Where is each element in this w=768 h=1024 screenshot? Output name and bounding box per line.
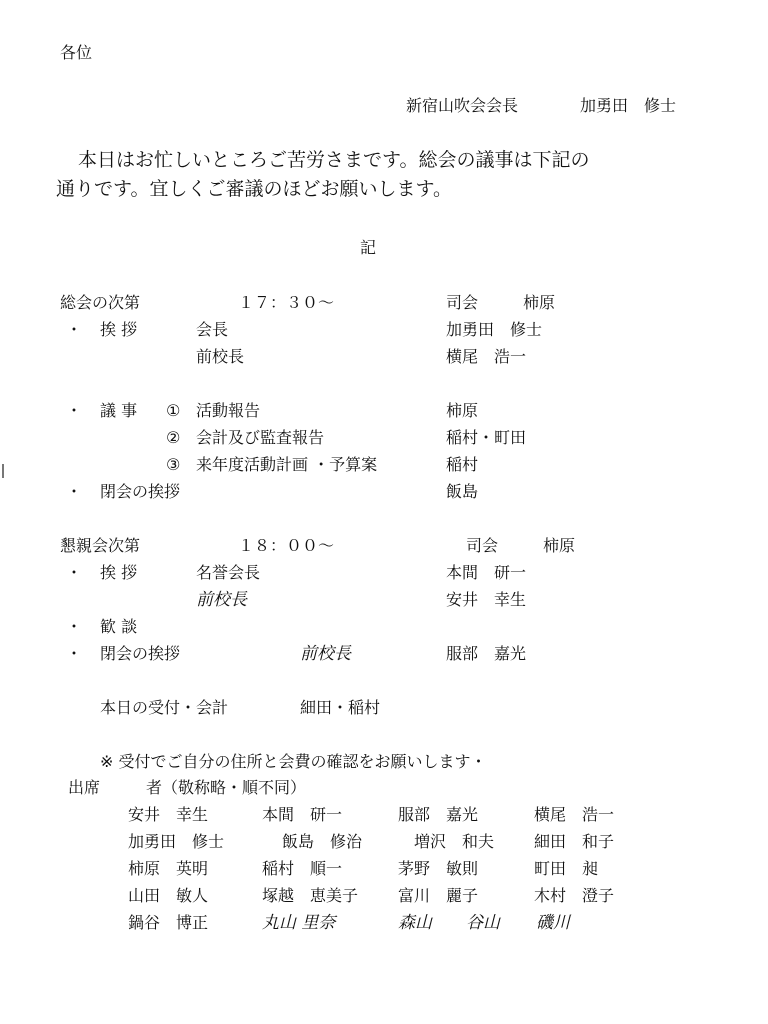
agenda-owner: 稲村・町田 — [446, 428, 527, 447]
bullet: ・ — [66, 482, 83, 501]
general-mc-name: 柿原 — [523, 293, 556, 312]
social-mc-name: 柿原 — [543, 536, 576, 555]
attendees-label-rest: 者（敬称略・順不同） — [146, 778, 307, 797]
greeting-role-handwritten: 前校長 — [196, 590, 247, 610]
greeting-role: 会長 — [196, 320, 229, 339]
closing-role-handwritten: 前校長 — [300, 644, 351, 664]
scan-mark — [2, 464, 4, 478]
attendee-name: 木村 澄子 — [534, 886, 615, 905]
ki-heading: 記 — [360, 238, 377, 257]
sender-name: 加勇田 修士 — [580, 96, 677, 115]
agenda-label: 議 事 — [100, 401, 138, 420]
attendee-name: 服部 嘉光 — [398, 805, 479, 824]
greeting-name: 安井 幸生 — [446, 590, 527, 609]
social-meeting-title: 懇親会次第 — [60, 536, 141, 555]
attendee-name: 安井 幸生 — [128, 805, 209, 824]
attendees-label: 出席 — [68, 778, 101, 797]
attendee-name: 飯島 修治 — [282, 832, 363, 851]
attendee-name: 柿原 英明 — [128, 859, 209, 878]
agenda-number: ③ — [166, 455, 181, 474]
bullet: ・ — [66, 644, 83, 663]
attendee-name: 塚越 恵美子 — [262, 886, 359, 905]
agenda-owner: 柿原 — [446, 401, 479, 420]
intro-line-2: 通りです。宜しくご審議のほどお願いします。 — [56, 178, 452, 200]
agenda-number: ① — [166, 401, 181, 420]
intro-line-1: 本日はお忙しいところご苦労さまです。総会の議事は下記の — [78, 149, 590, 171]
closing-name: 服部 嘉光 — [446, 644, 527, 663]
agenda-item: 活動報告 — [196, 401, 261, 420]
bullet: ・ — [66, 401, 83, 420]
greeting-name: 横尾 浩一 — [446, 347, 527, 366]
attendee-name: 町田 昶 — [534, 859, 599, 878]
attendee-name-handwritten: 谷山 — [466, 913, 500, 933]
attendee-name: 細田 和子 — [534, 832, 615, 851]
attendee-name: 茅野 敏則 — [398, 859, 479, 878]
closing-label: 閉会の挨拶 — [100, 644, 181, 663]
addressee: 各位 — [60, 43, 93, 62]
social-meeting-time: １８：００〜 — [238, 536, 335, 555]
agenda-number: ② — [166, 428, 181, 447]
closing-label: 閉会の挨拶 — [100, 482, 181, 501]
sender-title: 新宿山吹会会長 — [406, 96, 519, 115]
attendee-name: 横尾 浩一 — [534, 805, 615, 824]
chat-label: 歓 談 — [100, 617, 138, 636]
attendee-name: 富川 麗子 — [398, 886, 479, 905]
attendee-name-handwritten: 森山 — [398, 913, 432, 933]
greeting-label: 挨 拶 — [100, 563, 138, 582]
general-mc-label: 司会 — [446, 293, 479, 312]
reception-names: 細田・稲村 — [300, 698, 381, 717]
closing-name: 飯島 — [446, 482, 479, 501]
greeting-name: 加勇田 修士 — [446, 320, 543, 339]
greeting-label: 挨 拶 — [100, 320, 138, 339]
attendee-name: 山田 敏人 — [128, 886, 209, 905]
greeting-role: 前校長 — [196, 347, 245, 366]
social-mc-label: 司会 — [466, 536, 499, 555]
bullet: ・ — [66, 320, 83, 339]
note: ※ 受付でご自分の住所と会費の確認をお願いします・ — [100, 752, 487, 771]
bullet: ・ — [66, 617, 83, 636]
greeting-name: 本間 研一 — [446, 563, 527, 582]
reception-label: 本日の受付・会計 — [100, 698, 229, 717]
attendee-name-handwritten: 磯川 — [536, 913, 570, 933]
general-meeting-time: １７：３０〜 — [238, 293, 335, 312]
agenda-item: 来年度活動計画 ・予算案 — [196, 455, 378, 474]
attendee-name: 増沢 和夫 — [414, 832, 495, 851]
attendee-name: 本間 研一 — [262, 805, 343, 824]
attendee-name-handwritten: 丸山 里奈 — [262, 913, 336, 933]
attendee-name: 加勇田 修士 — [128, 832, 225, 851]
general-meeting-title: 総会の次第 — [60, 293, 141, 312]
attendee-name: 稲村 順一 — [262, 859, 343, 878]
bullet: ・ — [66, 563, 83, 582]
attendee-name: 鍋谷 博正 — [128, 913, 209, 932]
agenda-item: 会計及び監査報告 — [196, 428, 325, 447]
agenda-owner: 稲村 — [446, 455, 479, 474]
greeting-role: 名誉会長 — [196, 563, 261, 582]
